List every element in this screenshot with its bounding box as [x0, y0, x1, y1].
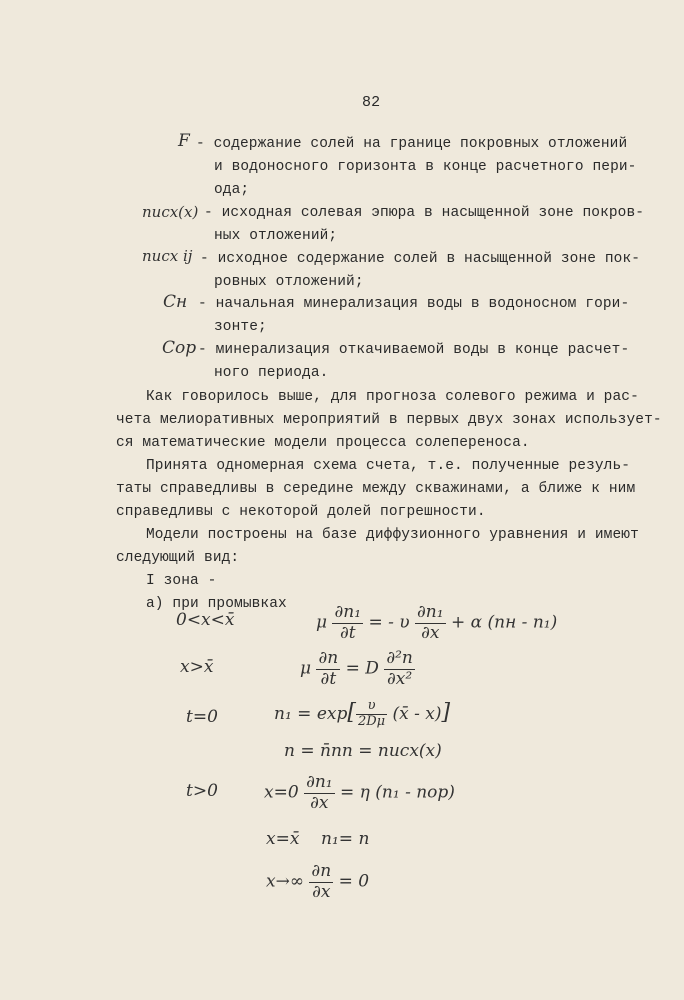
eq5-formula: [264, 773, 455, 813]
def-text-line: зонте;: [214, 319, 267, 335]
eq1-mid: = - υ: [368, 612, 410, 633]
paragraph-line: Модели построены на базе диффузионного уравнения и имеют: [146, 527, 639, 543]
eq3-lhs: n₁ = exp: [274, 703, 348, 724]
eq4-formula: n = n̄пп = nисх(x): [284, 741, 442, 761]
eq2-mu: μ: [300, 658, 312, 679]
paragraph-line: справедливы с некоторой долей погрешности.: [116, 504, 486, 520]
eq2-den-2: ∂x²: [386, 668, 413, 689]
zone-label: I зона -: [146, 573, 217, 589]
eq5-fraction: [304, 773, 335, 813]
eq2-fraction-2: [384, 649, 415, 689]
eq2-mid: = D: [345, 658, 379, 679]
def-text-line: - исходная солевая эпюра в насыщенной зоне покров-: [204, 205, 645, 221]
paragraph-line: следующий вид:: [116, 550, 240, 566]
eq1-fraction-1: [332, 603, 363, 643]
eq2-den-1: ∂t: [320, 668, 337, 689]
paragraph-line: Принята одномерная схема счета, т.е. полученные резуль-: [146, 458, 631, 474]
eq3-tail: (x̄ - x): [392, 703, 442, 724]
eq5-tail: = η (n₁ - nор): [340, 782, 455, 803]
eq1-fraction-2: [415, 603, 446, 643]
eq7-lhs: x→∞: [266, 871, 304, 892]
eq1-num-2: ∂n₁: [416, 602, 444, 622]
def-text-line: - исходное содержание солей в насыщенной зоне пок-: [200, 251, 641, 267]
eq3-den: 2Dμ: [357, 713, 386, 729]
page-number: 82: [362, 94, 381, 111]
eq2-condition: x>x̄: [180, 657, 214, 677]
eq3-num: υ: [356, 699, 387, 715]
eq2-formula: [300, 649, 415, 689]
eq1-den-2: ∂x: [421, 622, 440, 643]
eq3-fraction: [356, 699, 387, 730]
case-label: а) при промывках: [146, 596, 287, 612]
eq1-num-1: ∂n₁: [334, 602, 362, 622]
def-symbol-nisx-x: nисх(x): [142, 203, 199, 221]
eq1-den-1: ∂t: [339, 622, 356, 643]
eq3-condition: t=0: [186, 707, 218, 727]
def-symbol-cor: Cор: [162, 338, 197, 358]
eq7-num: ∂n: [311, 861, 332, 881]
eq1-mu: μ: [316, 612, 328, 633]
eq5-den: ∂x: [310, 792, 329, 813]
paragraph-line: чета мелиоративных мероприятий в первых двух зонах использует-: [116, 412, 662, 428]
paragraph-line: Как говорилось выше, для прогноза солевого режима и рас-: [146, 389, 639, 405]
def-text-line: ного периода.: [214, 365, 329, 381]
def-text-line: ода;: [214, 182, 250, 198]
def-symbol-cn: Cн: [163, 292, 188, 312]
eq1-tail: + α (nн - n₁): [450, 612, 558, 633]
eq6-formula: x=x̄ n₁= n: [266, 829, 370, 849]
def-text-line: - минерализация откачиваемой воды в конце расчет-: [198, 342, 630, 358]
eq7-formula: [266, 862, 369, 902]
def-symbol-F: F: [178, 131, 190, 151]
eq1-formula: [316, 603, 557, 643]
def-text-line: ных отложений;: [214, 228, 338, 244]
def-text-line: - начальная минерализация воды в водоносном гори-: [198, 296, 630, 312]
eq5-lhs: x=0: [264, 782, 299, 803]
eq3-formula: n₁ = exp[ $\frac{\upsilon}{2D\mu}$ (x̄ - x)]: [274, 698, 451, 729]
eq2-num-1: ∂n: [318, 648, 339, 668]
def-text-line: - содержание солей на границе покровных отложений: [196, 136, 628, 152]
eq5-condition: t>0: [186, 781, 218, 801]
eq7-tail: = 0: [338, 871, 370, 892]
def-text-line: ровных отложений;: [214, 274, 364, 290]
eq7-fraction: [309, 862, 333, 902]
def-text-line: и водоносного горизонта в конце расчетного пери-: [214, 159, 637, 175]
paragraph-line: таты справедливы в середине между скважинами, а ближе к ним: [116, 481, 636, 497]
paragraph-line: ся математические модели процесса солепереноса.: [116, 435, 530, 451]
eq2-num-2: ∂²n: [386, 648, 413, 668]
eq7-den: ∂x: [312, 881, 331, 902]
eq2-fraction-1: [316, 649, 340, 689]
eq1-condition: 0<x<x̄: [176, 610, 235, 630]
eq5-num: ∂n₁: [306, 772, 333, 792]
def-symbol-nisx-ij: nисх ij: [142, 247, 193, 265]
